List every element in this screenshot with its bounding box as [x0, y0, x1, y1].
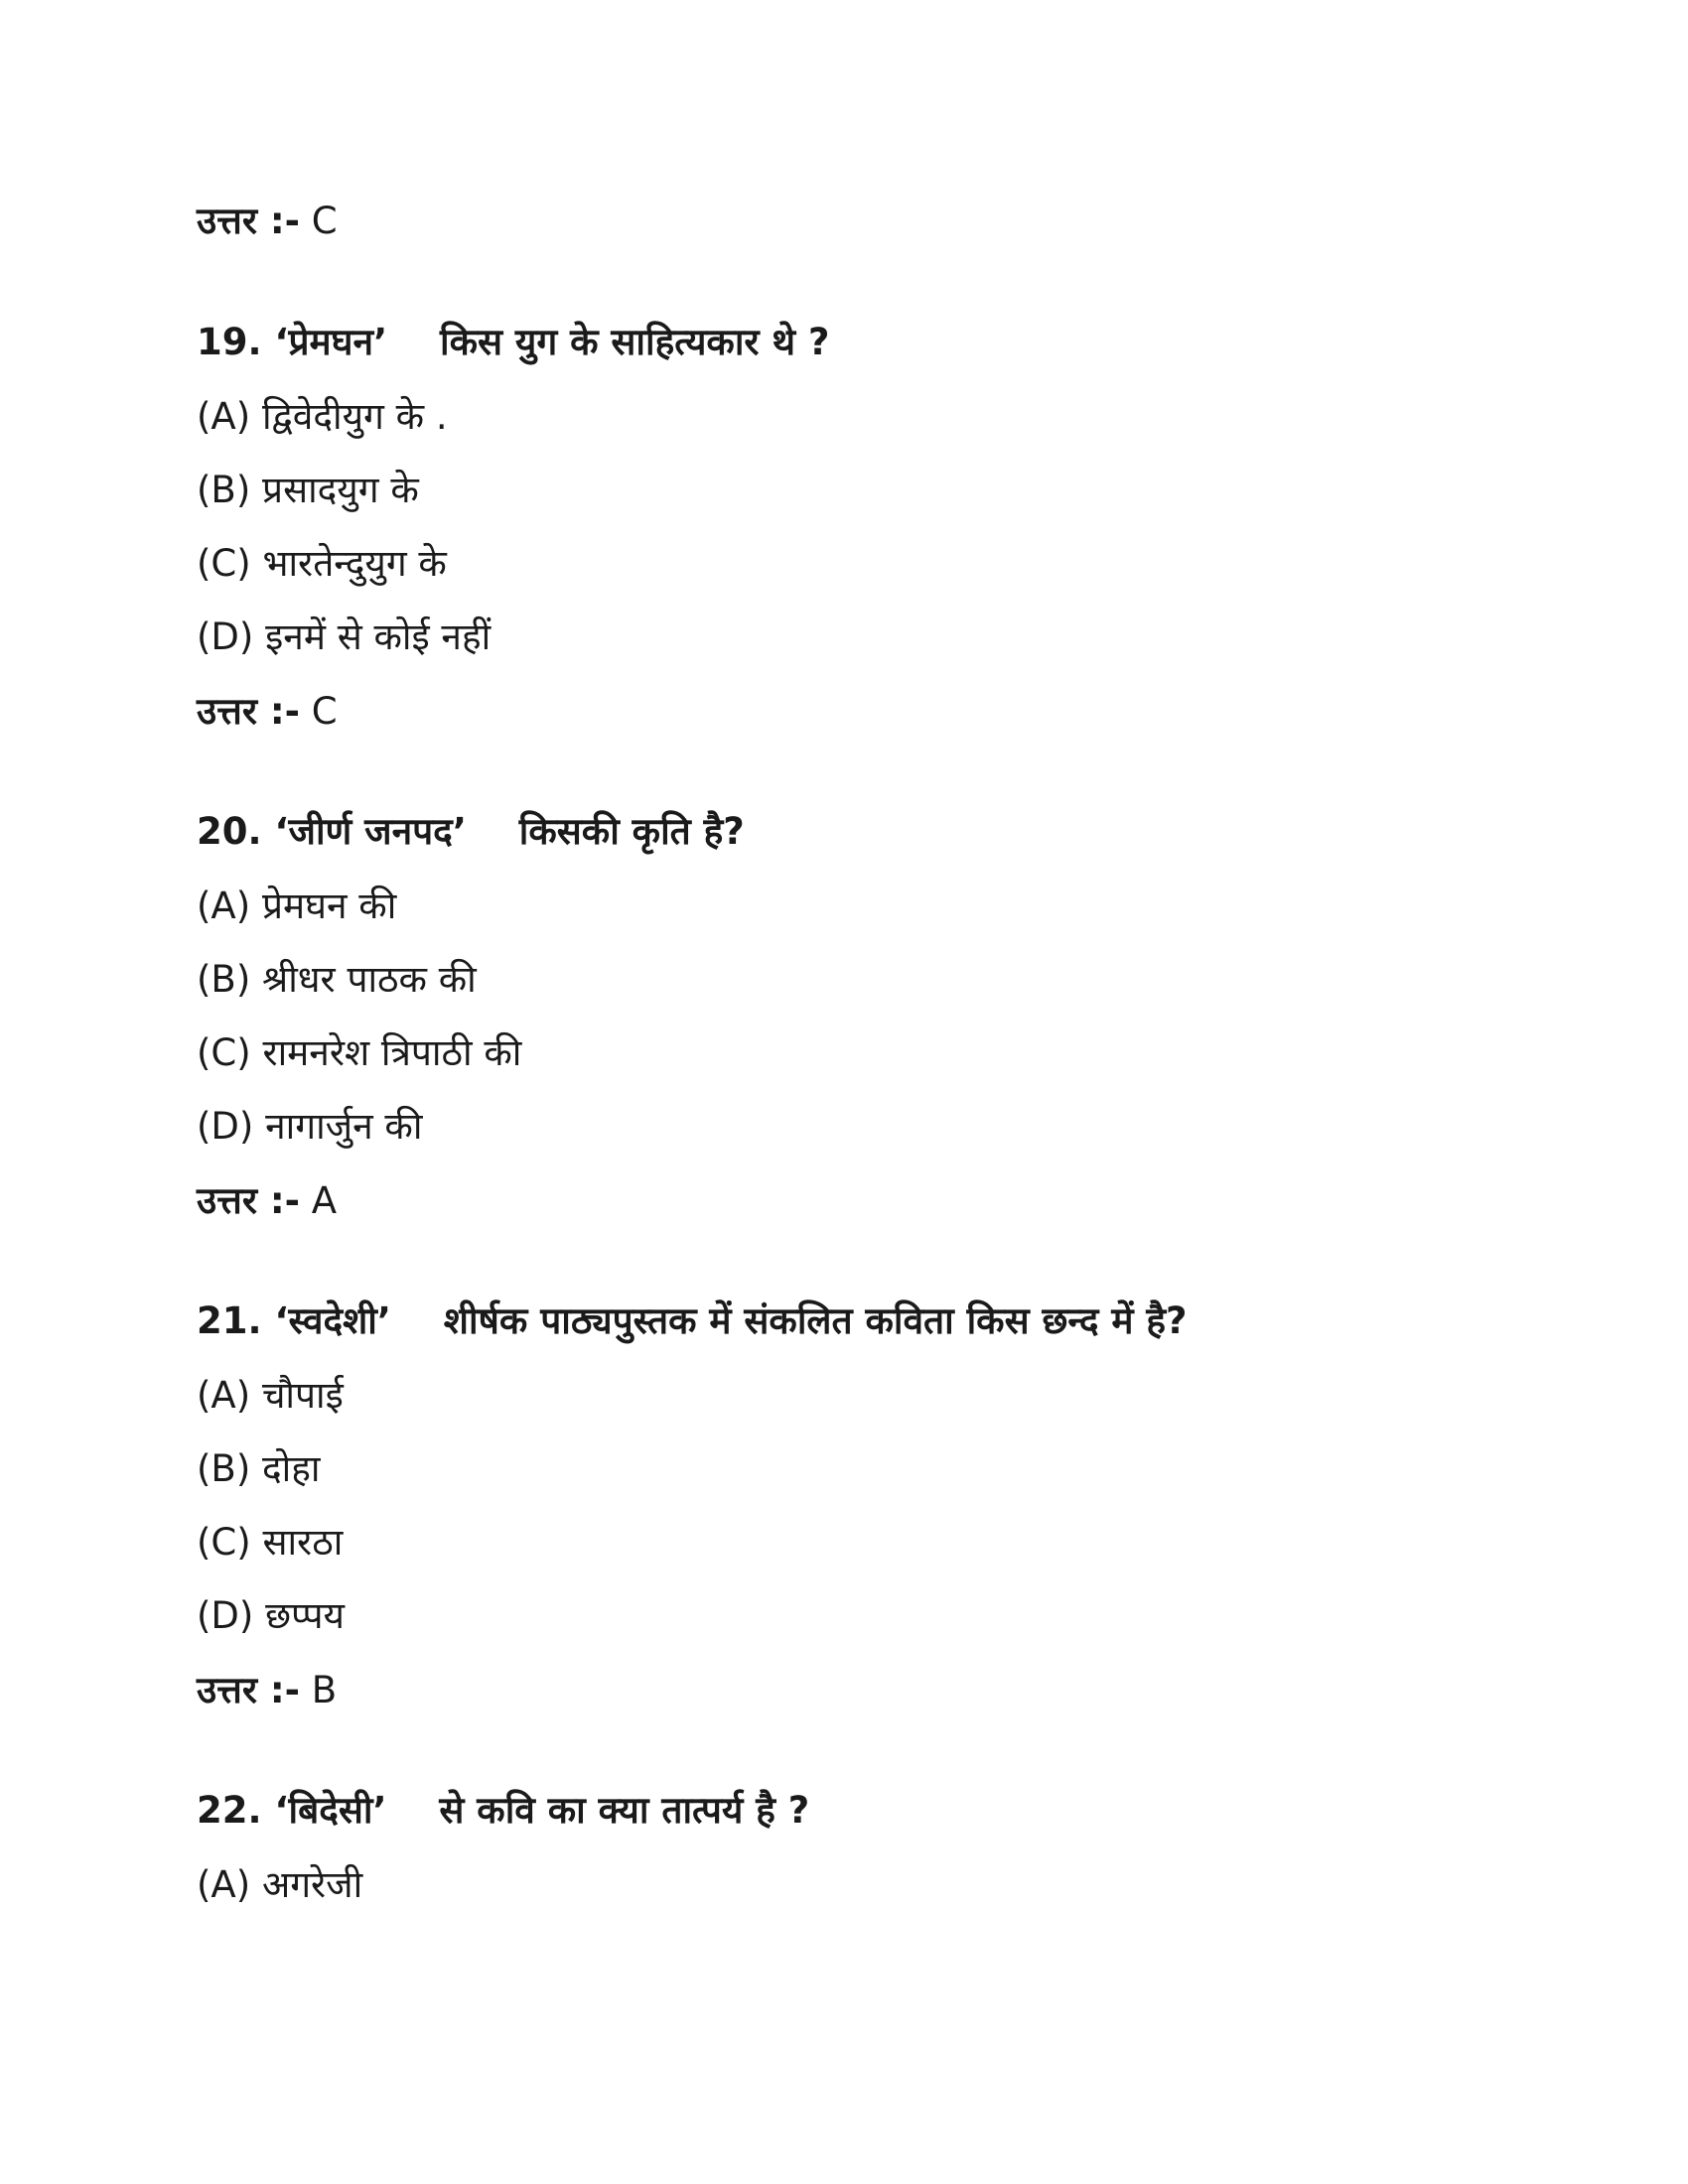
answer-line: [197, 197, 338, 246]
question-text: किस युग के साहित्यकार थे ?: [440, 321, 830, 363]
option: (B) दोहा: [197, 1447, 321, 1490]
question-20: [197, 807, 745, 857]
question-number: 21.: [197, 1299, 262, 1342]
option: (D) छप्पय: [197, 1594, 345, 1637]
option: (D) इनमें से कोई नहीं: [197, 615, 492, 658]
option: (A) प्रेमघन की: [197, 885, 397, 927]
question-text: शीर्षक पाठ्यपुस्तक में संकलित कविता किस छन्द में है?: [443, 1299, 1188, 1342]
answer-label: उत्तर :-: [197, 200, 301, 242]
answer-value: C: [311, 200, 338, 242]
option: (C) सारठा: [197, 1521, 344, 1564]
question-text: से कवि का क्या तात्पर्य है ?: [439, 1789, 810, 1832]
answer-label: उत्तर :-: [197, 1179, 301, 1222]
option: (C) रामनरेश त्रिपाठी की: [197, 1031, 522, 1074]
answer-label: उत्तर :-: [197, 1669, 301, 1711]
option: (B) श्रीधर पाठक की: [197, 958, 477, 1001]
answer-value: B: [311, 1669, 338, 1711]
question-text: किसकी कृति है?: [518, 810, 745, 853]
question-quoted-term: ‘जीर्ण जनपद’: [274, 810, 467, 853]
answer-line: [197, 1666, 337, 1715]
question-quoted-term: ‘स्वदेशी’: [274, 1299, 391, 1342]
question-number: 19.: [197, 321, 262, 363]
answer-label: उत्तर :-: [197, 690, 301, 733]
question-21: [197, 1297, 1188, 1346]
option: (A) अगरेजी: [197, 1863, 363, 1906]
option: (A) चौपाई: [197, 1374, 344, 1417]
question-number: 22.: [197, 1789, 262, 1832]
question-quoted-term: ‘प्रेमघन’: [274, 321, 388, 363]
option: (D) नागार्जुन की: [197, 1105, 423, 1148]
answer-value: A: [311, 1179, 338, 1222]
option: (B) प्रसादयुग के: [197, 469, 419, 511]
question-quoted-term: ‘बिदेसी’: [274, 1789, 387, 1832]
question-number: 20.: [197, 810, 262, 853]
question-19: [197, 318, 829, 367]
question-22: [197, 1786, 809, 1836]
answer-line: [197, 687, 338, 737]
option: (C) भारतेन्दुयुग के: [197, 542, 447, 585]
option: (A) द्विवेदीयुग के .: [197, 395, 448, 438]
answer-line: [197, 1176, 337, 1226]
answer-value: C: [311, 690, 338, 733]
